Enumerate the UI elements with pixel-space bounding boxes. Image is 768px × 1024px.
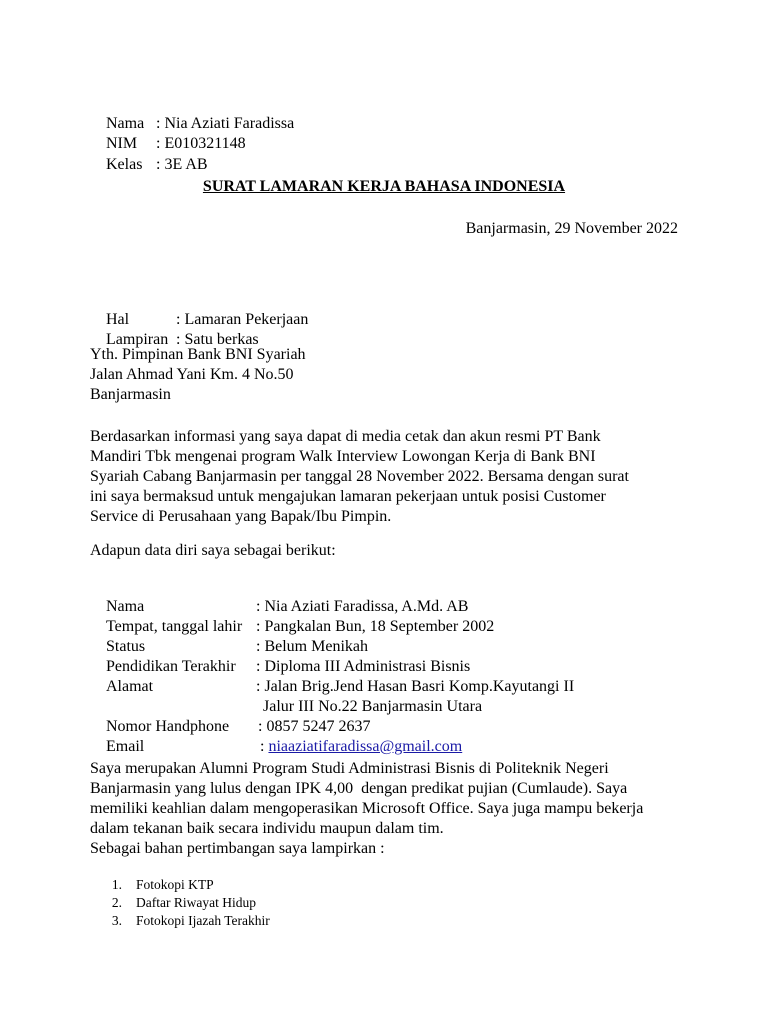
list-item-text: Fotokopi KTP <box>136 877 214 892</box>
identity-nim-label: NIM <box>106 135 138 152</box>
identity-nama-value: Nia Aziati Faradissa <box>164 115 295 132</box>
personal-data-intro: Adapun data diri saya sebagai berikut: <box>90 542 336 559</box>
paragraph-line: Banjarmasin yang lulus dengan IPK 4,00 dengan predikat pujian (Cumlaude). Saya <box>90 780 628 797</box>
identity-kelas-value: 3E AB <box>164 156 208 173</box>
recipient-line: Jalan Ahmad Yani Km. 4 No.50 <box>90 366 294 383</box>
subject-hal-value: : Lamaran Pekerjaan <box>176 311 309 328</box>
personal-data-value: : Nia Aziati Faradissa, A.Md. AB <box>256 598 469 615</box>
subject-lampiran-value: : Satu berkas <box>176 331 259 348</box>
personal-data-value: : Pangkalan Bun, 18 September 2002 <box>256 618 495 635</box>
subject-lampiran-label: Lampiran <box>106 331 169 348</box>
list-item-number: 2. <box>111 895 122 910</box>
email-link[interactable]: niaaziatifaradissa@gmail.com <box>268 738 463 755</box>
personal-data-label: Alamat <box>106 678 154 695</box>
personal-data-label: Pendidikan Terakhir <box>106 658 236 675</box>
paragraph-line: ini saya bermaksud untuk mengajukan lamaran pekerjaan untuk posisi Customer <box>90 488 606 505</box>
paragraph-line: Service di Perusahaan yang Bapak/Ibu Pimpin. <box>90 508 392 525</box>
personal-data-email-sep: : <box>260 738 269 755</box>
recipient-line: Yth. Pimpinan Bank BNI Syariah <box>90 346 306 363</box>
personal-data-label: Status <box>106 638 146 655</box>
identity-nim-value: E010321148 <box>164 135 246 152</box>
paragraph-line: Syariah Cabang Banjarmasin per tanggal 28 November 2022. Bersama dengan surat <box>90 468 629 485</box>
paragraph-line: Mandiri Tbk mengenai program Walk Interview Lowongan Kerja di Bank BNI <box>90 448 596 465</box>
paragraph-line: dalam tekanan baik secara individu maupun dalam tim. <box>90 820 444 837</box>
letter-date: Banjarmasin, 29 November 2022 <box>465 220 678 237</box>
personal-data-value: : 0857 5247 2637 <box>258 718 371 735</box>
identity-nama-sep: : <box>156 115 165 132</box>
list-item-number: 1. <box>111 877 122 892</box>
identity-nim-sep: : <box>156 135 165 152</box>
identity-kelas-label: Kelas <box>106 156 143 173</box>
personal-data-value: Jalur III No.22 Banjarmasin Utara <box>263 698 483 715</box>
personal-data-label: Nama <box>106 598 145 615</box>
list-item-text: Fotokopi Ijazah Terakhir <box>136 913 270 928</box>
list-item-number: 3. <box>111 913 122 928</box>
identity-nama-label: Nama <box>106 115 145 132</box>
personal-data-value: : Diploma III Administrasi Bisnis <box>256 658 471 675</box>
identity-kelas-sep: : <box>156 156 165 173</box>
personal-data-label: Nomor Handphone <box>106 718 230 735</box>
personal-data-label: Email <box>106 738 145 755</box>
personal-data-label: Tempat, tanggal lahir <box>106 618 243 635</box>
subject-hal-label: Hal <box>106 311 130 328</box>
paragraph-line: memiliki keahlian dalam mengoperasikan Microsoft Office. Saya juga mampu bekerja <box>90 800 644 817</box>
personal-data-value: : Jalan Brig.Jend Hasan Basri Komp.Kayutangi II <box>256 678 575 695</box>
paragraph-line: Saya merupakan Alumni Program Studi Administrasi Bisnis di Politeknik Negeri <box>90 760 609 777</box>
personal-data-value: : Belum Menikah <box>256 638 368 655</box>
list-item-text: Daftar Riwayat Hidup <box>136 895 256 910</box>
paragraph-line: Sebagai bahan pertimbangan saya lampirkan : <box>90 840 385 857</box>
letter-title: SURAT LAMARAN KERJA BAHASA INDONESIA <box>202 178 566 195</box>
paragraph-line: Berdasarkan informasi yang saya dapat di media cetak dan akun resmi PT Bank <box>90 428 601 445</box>
recipient-line: Banjarmasin <box>90 386 171 403</box>
